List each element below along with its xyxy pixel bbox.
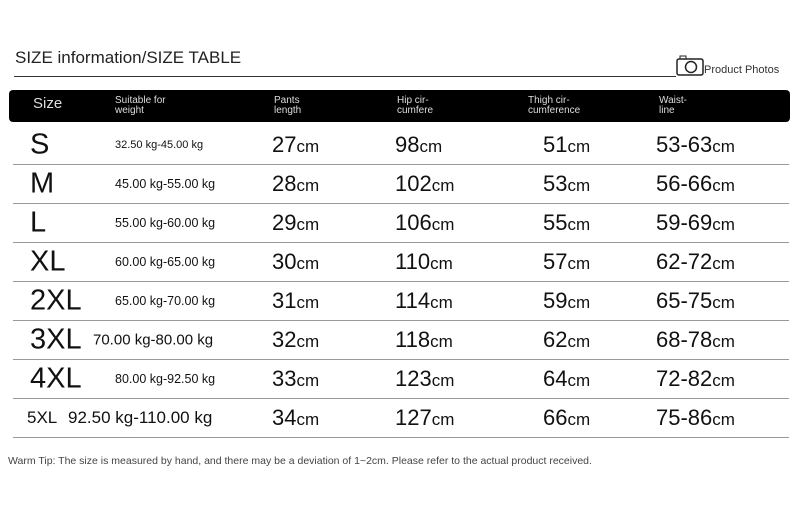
hip-cell: 102cm xyxy=(395,170,455,196)
waist-cell: 72-82cm xyxy=(656,365,735,391)
pants-cell: 34cm xyxy=(272,404,320,430)
size-cell: XL xyxy=(30,245,66,277)
table-row xyxy=(13,164,789,204)
table-header xyxy=(9,90,790,122)
weight-cell: 45.00 kg-55.00 kg xyxy=(115,176,216,191)
size-cell: L xyxy=(30,206,47,238)
pants-cell: 28cm xyxy=(272,170,320,196)
hip-cell: 127cm xyxy=(395,404,455,430)
thigh-cell: 57cm xyxy=(543,248,591,274)
thigh-cell: 66cm xyxy=(543,404,591,430)
product-photos-label xyxy=(676,54,779,76)
table-row xyxy=(13,320,789,360)
product-photos-text: Product Photos xyxy=(704,64,780,76)
header-pants: Pants length xyxy=(274,95,302,116)
table-row xyxy=(13,125,789,165)
waist-cell: 53-63cm xyxy=(656,131,735,157)
waist-cell: 56-66cm xyxy=(656,170,735,196)
weight-cell: 32.50 kg-45.00 kg xyxy=(115,138,204,151)
waist-cell: 68-78cm xyxy=(656,326,735,352)
pants-cell: 31cm xyxy=(272,287,320,313)
thigh-cell: 51cm xyxy=(543,131,591,157)
camera-icon xyxy=(676,54,704,76)
page-title: SIZE information/SIZE TABLE xyxy=(15,48,242,67)
thigh-cell: 59cm xyxy=(543,287,591,313)
waist-cell: 65-75cm xyxy=(656,287,735,313)
table-row xyxy=(13,203,789,243)
weight-cell: 55.00 kg-60.00 kg xyxy=(115,215,216,230)
header-weight: Suitable for weight xyxy=(115,95,166,116)
hip-cell: 118cm xyxy=(395,326,453,352)
pants-cell: 27cm xyxy=(272,131,320,157)
pants-cell: 33cm xyxy=(272,365,320,391)
size-cell: 4XL xyxy=(30,362,82,394)
thigh-cell: 64cm xyxy=(543,365,591,391)
size-cell: 2XL xyxy=(30,284,82,316)
waist-cell: 59-69cm xyxy=(656,209,735,235)
header-size: Size xyxy=(33,95,63,112)
table-row xyxy=(13,359,789,399)
hip-cell: 110cm xyxy=(395,248,453,274)
pants-cell: 32cm xyxy=(272,326,320,352)
weight-cell: 60.00 kg-65.00 kg xyxy=(115,254,216,269)
hip-cell: 106cm xyxy=(395,209,455,235)
header-hip: Hip cir-cumfere xyxy=(397,95,434,116)
weight-cell: 80.00 kg-92.50 kg xyxy=(115,371,216,386)
weight-cell: 70.00 kg-80.00 kg xyxy=(93,331,214,348)
table-row xyxy=(13,398,789,438)
thigh-cell: 62cm xyxy=(543,326,591,352)
waist-cell: 62-72cm xyxy=(656,248,735,274)
thigh-cell: 53cm xyxy=(543,170,591,196)
size-cell: S xyxy=(30,128,50,160)
size-cell: M xyxy=(30,167,55,199)
thigh-cell: 55cm xyxy=(543,209,591,235)
table-row xyxy=(13,281,789,321)
header-thigh: Thigh cir-cumference xyxy=(528,95,581,116)
divider xyxy=(14,76,676,77)
weight-cell: 65.00 kg-70.00 kg xyxy=(115,293,216,308)
size-cell: 3XL xyxy=(30,323,82,355)
warm-tip: Warm Tip: The size is measured by hand, and there may be a deviation of 1~2cm. Please refer to the actual product received. xyxy=(8,455,592,467)
header-waist: Waist-line xyxy=(659,95,687,116)
hip-cell: 123cm xyxy=(395,365,455,391)
weight-cell: 92.50 kg-110.00 kg xyxy=(68,407,213,427)
size-cell: 5XL xyxy=(27,407,58,427)
hip-cell: 98cm xyxy=(395,131,443,157)
hip-cell: 114cm xyxy=(395,287,453,313)
pants-cell: 29cm xyxy=(272,209,320,235)
pants-cell: 30cm xyxy=(272,248,320,274)
table-row xyxy=(13,242,789,282)
waist-cell: 75-86cm xyxy=(656,404,735,430)
